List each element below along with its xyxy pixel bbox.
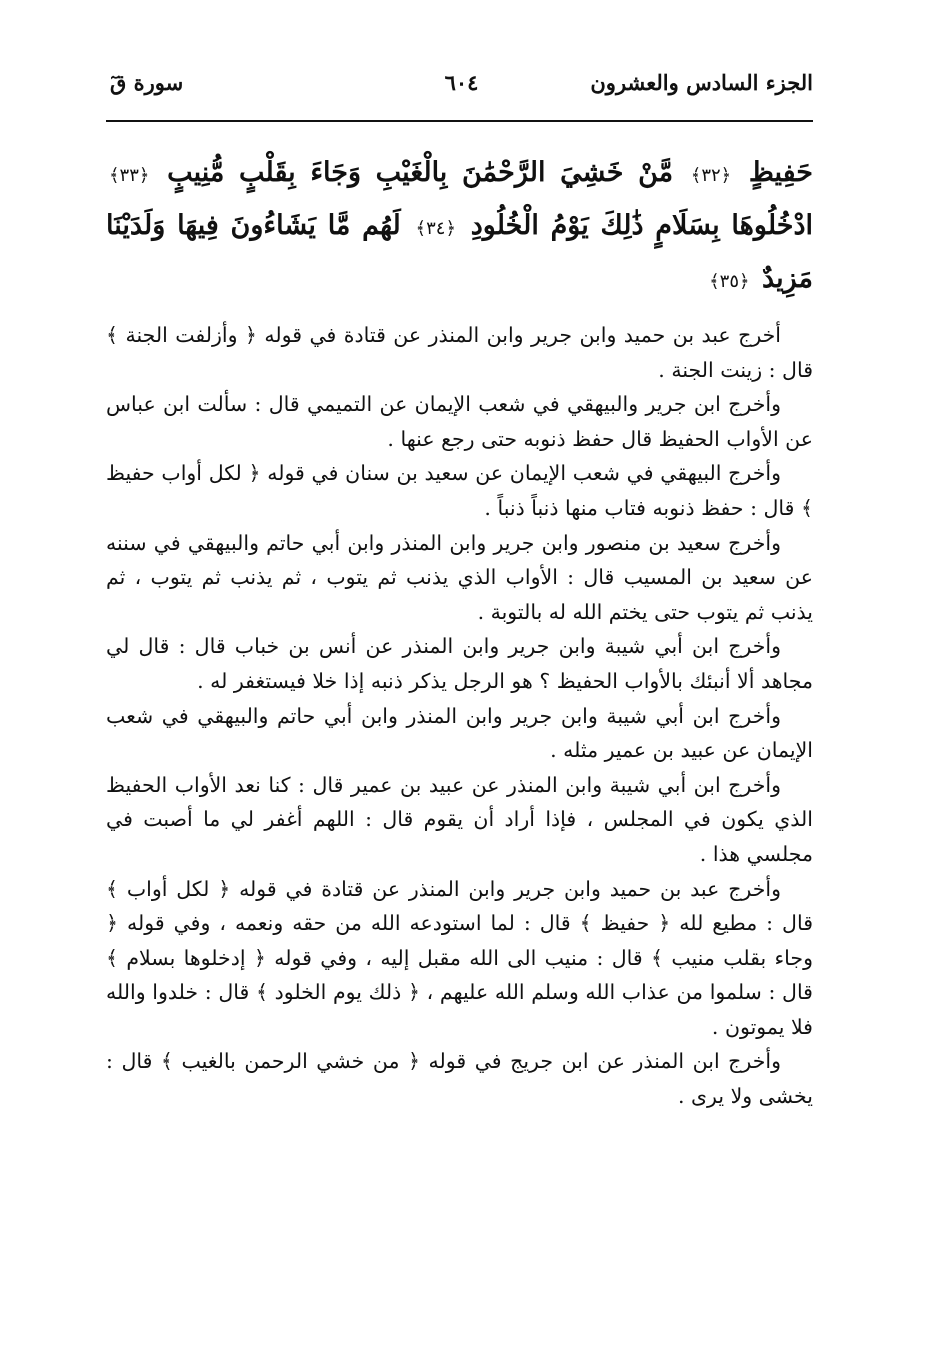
verse-number: ﴿٣٤﴾ xyxy=(415,218,456,239)
commentary-paragraph: وأخرج ابن أبي شيبة وابن جرير وابن المنذر وابن أبي حاتم والبيهقي في شعب الإيمان عن عبيد بن عمير مثله . xyxy=(106,703,813,763)
page-number: ٦٠٤ xyxy=(444,70,479,95)
verse-text: مَّنْ خَشِيَ الرَّحْمَٰنَ بِالْغَيْبِ وَجَاءَ بِقَلْبٍ مُّنِيبٍ xyxy=(167,157,674,188)
commentary-paragraph: وأخرج ابن أبي شيبة وابن جرير وابن المنذر عن أنس بن خباب قال : قال لي مجاهد ألا أنبئك بالأواب الحفيظ ؟ هو الرجل يذكر ذنبه إذا خلا فيستغفر له . xyxy=(106,634,813,693)
page-header xyxy=(110,70,813,110)
commentary-paragraph: وأخرج ابن المنذر عن ابن جريج في قوله ﴿ من خشي الرحمن بالغيب ﴾ قال : يخشى ولا يرى . xyxy=(106,1049,813,1109)
header-divider xyxy=(106,120,813,122)
commentary-paragraph: وأخرج البيهقي في شعب الإيمان عن سعيد بن سنان في قوله ﴿ لكل أواب حفيظ ﴾ قال : حفظ ذنوبه فتاب منها ذنباً ذنباً . xyxy=(106,461,813,520)
quran-verses xyxy=(106,148,813,307)
commentary-paragraph: وأخرج ابن جرير والبيهقي في شعب الإيمان عن التميمي قال : سألت ابن عباس عن الأواب الحفيظ قال حفظ ذنوبه حتى رجع عنها . xyxy=(106,392,813,451)
commentary-body xyxy=(106,318,813,1114)
verse-text: لَهُم مَّا يَشَاءُونَ فِيهَا وَلَدَيْنَا مَزِيدٌ xyxy=(106,210,813,294)
commentary-paragraph: وأخرج ابن أبي شيبة وابن المنذر عن عبيد بن عمير قال : كنا نعد الأواب الحفيظ الذي يكون في المجلس ، فإذا أراد أن يقوم قال : اللهم أغفر لي ما أصبت في مجلسي هذا . xyxy=(106,772,813,866)
commentary-paragraph: وأخرج عبد بن حميد وابن جرير وابن المنذر عن قتادة في قوله ﴿ لكل أواب ﴾ قال : مطيع لله ﴿ حفيظ ﴾ قال : لما استودعه الله من حقه ونعمه ، وفي قوله ﴿ وجاء بقلب منيب ﴾ قال : منيب الى الله مقبل إليه ، وفي قوله ﴿ إدخلوها بسلام ﴾ قال : سلموا من عذاب الله وسلم الله عليهم ، ﴿ ذلك يوم الخلود ﴾ قال : خلدوا والله فلا يموتون . xyxy=(106,876,813,1039)
verse-number: ﴿٣٥﴾ xyxy=(709,271,750,292)
verse-text: حَفِيظٍ xyxy=(748,157,813,188)
part-title: الجزء السادس والعشرون xyxy=(590,70,813,95)
surah-name: سورة قٓ xyxy=(110,70,184,95)
commentary-paragraph: أخرج عبد بن حميد وابن جرير وابن المنذر عن قتادة في قوله ﴿ وأزلفت الجنة ﴾ قال : زينت الجنة . xyxy=(106,323,813,382)
verse-text: ادْخُلُوهَا بِسَلَامٍ ذَٰلِكَ يَوْمُ الْخُلُودِ xyxy=(470,210,814,241)
verse-number: ﴿٣٢﴾ xyxy=(690,165,732,186)
commentary-paragraph: وأخرج سعيد بن منصور وابن جرير وابن المنذر وابن أبي حاتم والبيهقي في سننه عن سعيد بن المسيب قال : الأواب الذي يذنب ثم يتوب ، ثم يذنب ثم يتوب ، ثم يذنب ثم يتوب حتى يختم الله له بالتوبة . xyxy=(106,530,813,624)
verse-number: ﴿٣٣﴾ xyxy=(109,165,150,186)
